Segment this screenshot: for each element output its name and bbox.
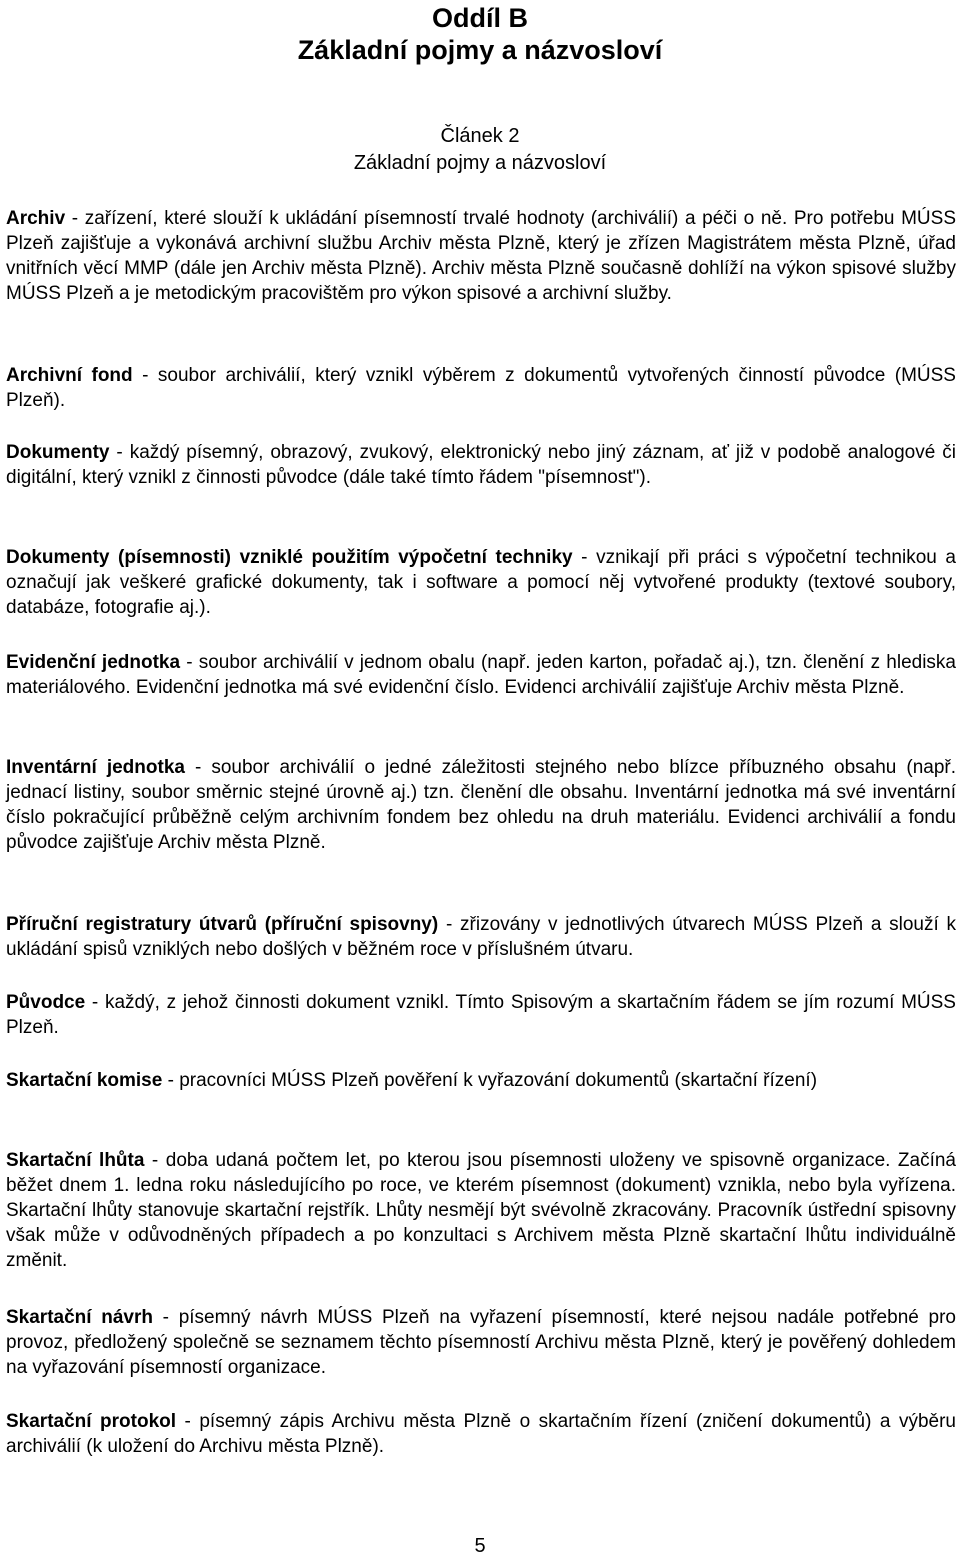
- definition-term: Příruční registratury útvarů (příruční spisovny): [6, 914, 439, 935]
- definition-puvodce: [6, 990, 956, 1040]
- definition-evidencni-jednotka: [6, 650, 956, 700]
- section-title-line1: Oddíl B: [432, 3, 528, 33]
- definition-term: Skartační protokol: [6, 1411, 177, 1432]
- definition-prirucni-registratury: [6, 912, 956, 962]
- definition-text: - každý písemný, obrazový, zvukový, elektronický nebo jiný záznam, ať již v podobě analogové či digitální, který vznikl z činnosti původce (dále také tímto řádem "písemnost").: [6, 442, 956, 488]
- definition-dokumenty-vt: [6, 545, 956, 620]
- page-number: 5: [474, 1535, 486, 1557]
- definition-archiv: [6, 206, 956, 306]
- definition-skartacni-lhuta: [6, 1148, 956, 1273]
- definition-text: - soubor archiválií, který vznikl výběrem z dokumentů vytvořených činností původce (MÚSS Plzeň).: [6, 365, 956, 411]
- definition-term: Dokumenty (písemnosti) vzniklé použitím výpočetní techniky: [6, 547, 573, 568]
- definition-dokumenty: [6, 440, 956, 490]
- article-subheading: Základní pojmy a názvosloví: [353, 152, 607, 174]
- definition-text: - zařízení, které slouží k ukládání písemností trvalé hodnoty (archiválií) a péči o ně. Pro potřebu MÚSS Plzeň zajišťuje a vykonává archivní službu Archiv města Plzně, který je zřízen Magistrátem města Plzně, úřad vnitřních věcí MMP (dále jen Archiv města Plzně). Archiv města Plzně současně dohlíží na výkon spisové služby MÚSS Plzeň a je metodickým pracovištěm pro výkon spisové a archivní služby.: [6, 208, 956, 304]
- definition-text: - písemný návrh MÚSS Plzeň na vyřazení písemností, které nejsou nadále potřebné pro provoz, předložený společně se seznamem těchto písemností Archivu města Plzně, který je pověřený dohledem na vyřazování písemností organizace.: [6, 1307, 956, 1378]
- definition-skartacni-navrh: [6, 1305, 956, 1380]
- definition-term: Archiv: [6, 208, 66, 229]
- definition-text: - soubor archiválií o jedné záležitosti stejného nebo blízce příbuzného obsahu (např. jednací listiny, soubor směrnic stejné úrovně aj.) tzn. členění dle obsahu. Inventární jednotka má své inventární číslo pokračující průběžně celým archivním fondem bez ohledu na druh materiálu. Evidenci archiválií a fondu původce zajišťuje Archiv města Plzně.: [6, 757, 957, 853]
- definition-term: Archivní fond: [6, 365, 133, 386]
- definition-term: Skartační návrh: [6, 1307, 153, 1328]
- definition-term: Původce: [6, 992, 86, 1013]
- definition-term: Dokumenty: [6, 442, 110, 463]
- definition-text: - zřizovány v jednotlivých útvarech MÚSS Plzeň a slouží k ukládání spisů vzniklých nebo došlých v běžném roce v příslušném útvaru.: [6, 914, 957, 960]
- definition-text: - soubor archiválií v jednom obalu (např. jeden karton, pořadač aj.), tzn. členění z hlediska materiálového. Evidenční jednotka má své evidenční číslo. Evidenci archiválií zajišťuje Archiv města Plzně.: [6, 652, 956, 698]
- definition-skartacni-komise: [6, 1068, 956, 1093]
- definition-text: - pracovníci MÚSS Plzeň pověření k vyřazování dokumentů (skartační řízení): [162, 1070, 818, 1091]
- definition-term: Skartační komise: [6, 1070, 163, 1091]
- definition-text: - vznikají při práci s výpočetní technikou a označují jak veškeré grafické dokumenty, tak i software a pomocí něj vytvořené produkty (textové soubory, databáze, fotografie aj.).: [6, 547, 957, 618]
- definition-inventarni-jednotka: [6, 755, 956, 855]
- definition-text: - doba udaná počtem let, po kterou jsou písemnosti uloženy ve spisovně organizace. Začíná běžet dnem 1. ledna roku následujícího po roce, ve kterém písemnost (dokument) vznikla, nebo byla vyřízena. Skartační lhůty stanovuje skartační rejstřík. Lhůty nesmějí být svévolně zkracovány. Pracovník ústřední spisovny však může v odůvodněných případech a po konzultaci s Archivem města Plzně skartační lhůtu individuálně změnit.: [6, 1150, 956, 1271]
- definition-skartacni-protokol: [6, 1409, 956, 1459]
- definition-term: Evidenční jednotka: [6, 652, 181, 673]
- article-heading: Článek 2: [440, 125, 520, 147]
- definition-archivni-fond: [6, 363, 956, 413]
- section-title-line2: Základní pojmy a názvosloví: [297, 35, 663, 65]
- definition-term: Inventární jednotka: [6, 757, 185, 778]
- definition-text: - písemný zápis Archivu města Plzně o skartačním řízení (zničení dokumentů) a výběru archiválií (k uložení do Archivu města Plzně).: [6, 1411, 956, 1457]
- definition-text: - každý, z jehož činnosti dokument vznikl. Tímto Spisovým a skartačním řádem se jím rozumí MÚSS Plzeň.: [6, 992, 956, 1038]
- definition-term: Skartační lhůta: [6, 1150, 145, 1171]
